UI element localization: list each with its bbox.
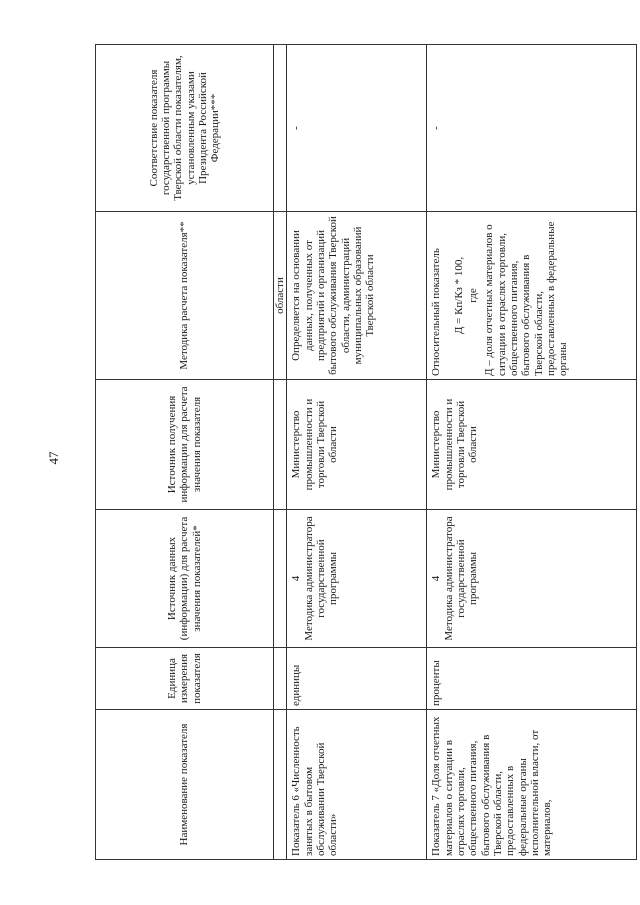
row7-data-source (427, 510, 637, 648)
continuation-cell (274, 510, 287, 648)
header-compliance: Соответствие показателя государственной программы Тверской области показателям, установленным указами Президента Российской Федерации*** (96, 45, 274, 212)
indicator-table (95, 44, 637, 860)
continuation-cell (274, 380, 287, 510)
row6-unit: единицы (287, 648, 427, 710)
header-unit: Единица измерения показателя (96, 648, 274, 710)
row7-method-formula: Д = Кп/Кз * 100, (452, 256, 465, 335)
table-row (287, 45, 427, 860)
table-header-row (96, 45, 274, 860)
continuation-method-cell: области (274, 212, 287, 380)
row7-method-intro: Относительный показатель (430, 248, 443, 376)
row6-name: Показатель 6 «Численность занятых в бытовом обслуживании Тверской области» (287, 710, 427, 860)
continuation-cell (274, 45, 287, 212)
row6-info-source: Министерство промышленности и торговли Тверской области (287, 380, 427, 510)
table-row (427, 45, 637, 860)
header-data-source: Источник данных (информации) для расчета значения показателей* (96, 510, 274, 648)
continuation-row (274, 45, 287, 860)
continuation-cell (274, 710, 287, 860)
row6-source-code: 4 (290, 575, 303, 582)
row6-compliance: - (287, 45, 427, 212)
row6-data-source (287, 510, 427, 648)
row7-method-where: где (466, 288, 479, 303)
row7-unit: проценты (427, 648, 637, 710)
row7-info-source: Министерство промышленности и торговли Тверской области (427, 380, 637, 510)
row7-name: Показатель 7 «Доля отчетных материалов о ситуации в отраслях торговли, общественного питания, бытового обслуживания в Тверской области, предоставленных в федеральные органы исполнительной власти, от материалов, (427, 710, 637, 860)
row7-source-text: Методика администратора государственной программы (442, 516, 480, 641)
row7-method-text: Д – доля отчетных материалов о ситуации в отраслях торговли, общественного питания, бытового обслуживания в Тверской области, предоставленных в федеральные органы (483, 221, 570, 376)
page-number: 47 (46, 451, 61, 465)
row7-method (427, 212, 637, 380)
row7-compliance: - (427, 45, 637, 212)
row7-source-code: 4 (430, 575, 443, 582)
header-indicator-name: Наименование показателя (96, 710, 274, 860)
indicator-table-container (95, 45, 635, 863)
row6-method: Определяется на основании данных, полученных от предприятий и организаций бытового обслуживания Тверской области, администраций муниципальных образований Тверской области (287, 212, 427, 380)
row6-source-text: Методика администратора государственной программы (302, 516, 340, 641)
header-method: Методика расчета показателя** (96, 212, 274, 380)
continuation-cell (274, 648, 287, 710)
header-info-source: Источник получения информации для расчета значения показателя (96, 380, 274, 510)
